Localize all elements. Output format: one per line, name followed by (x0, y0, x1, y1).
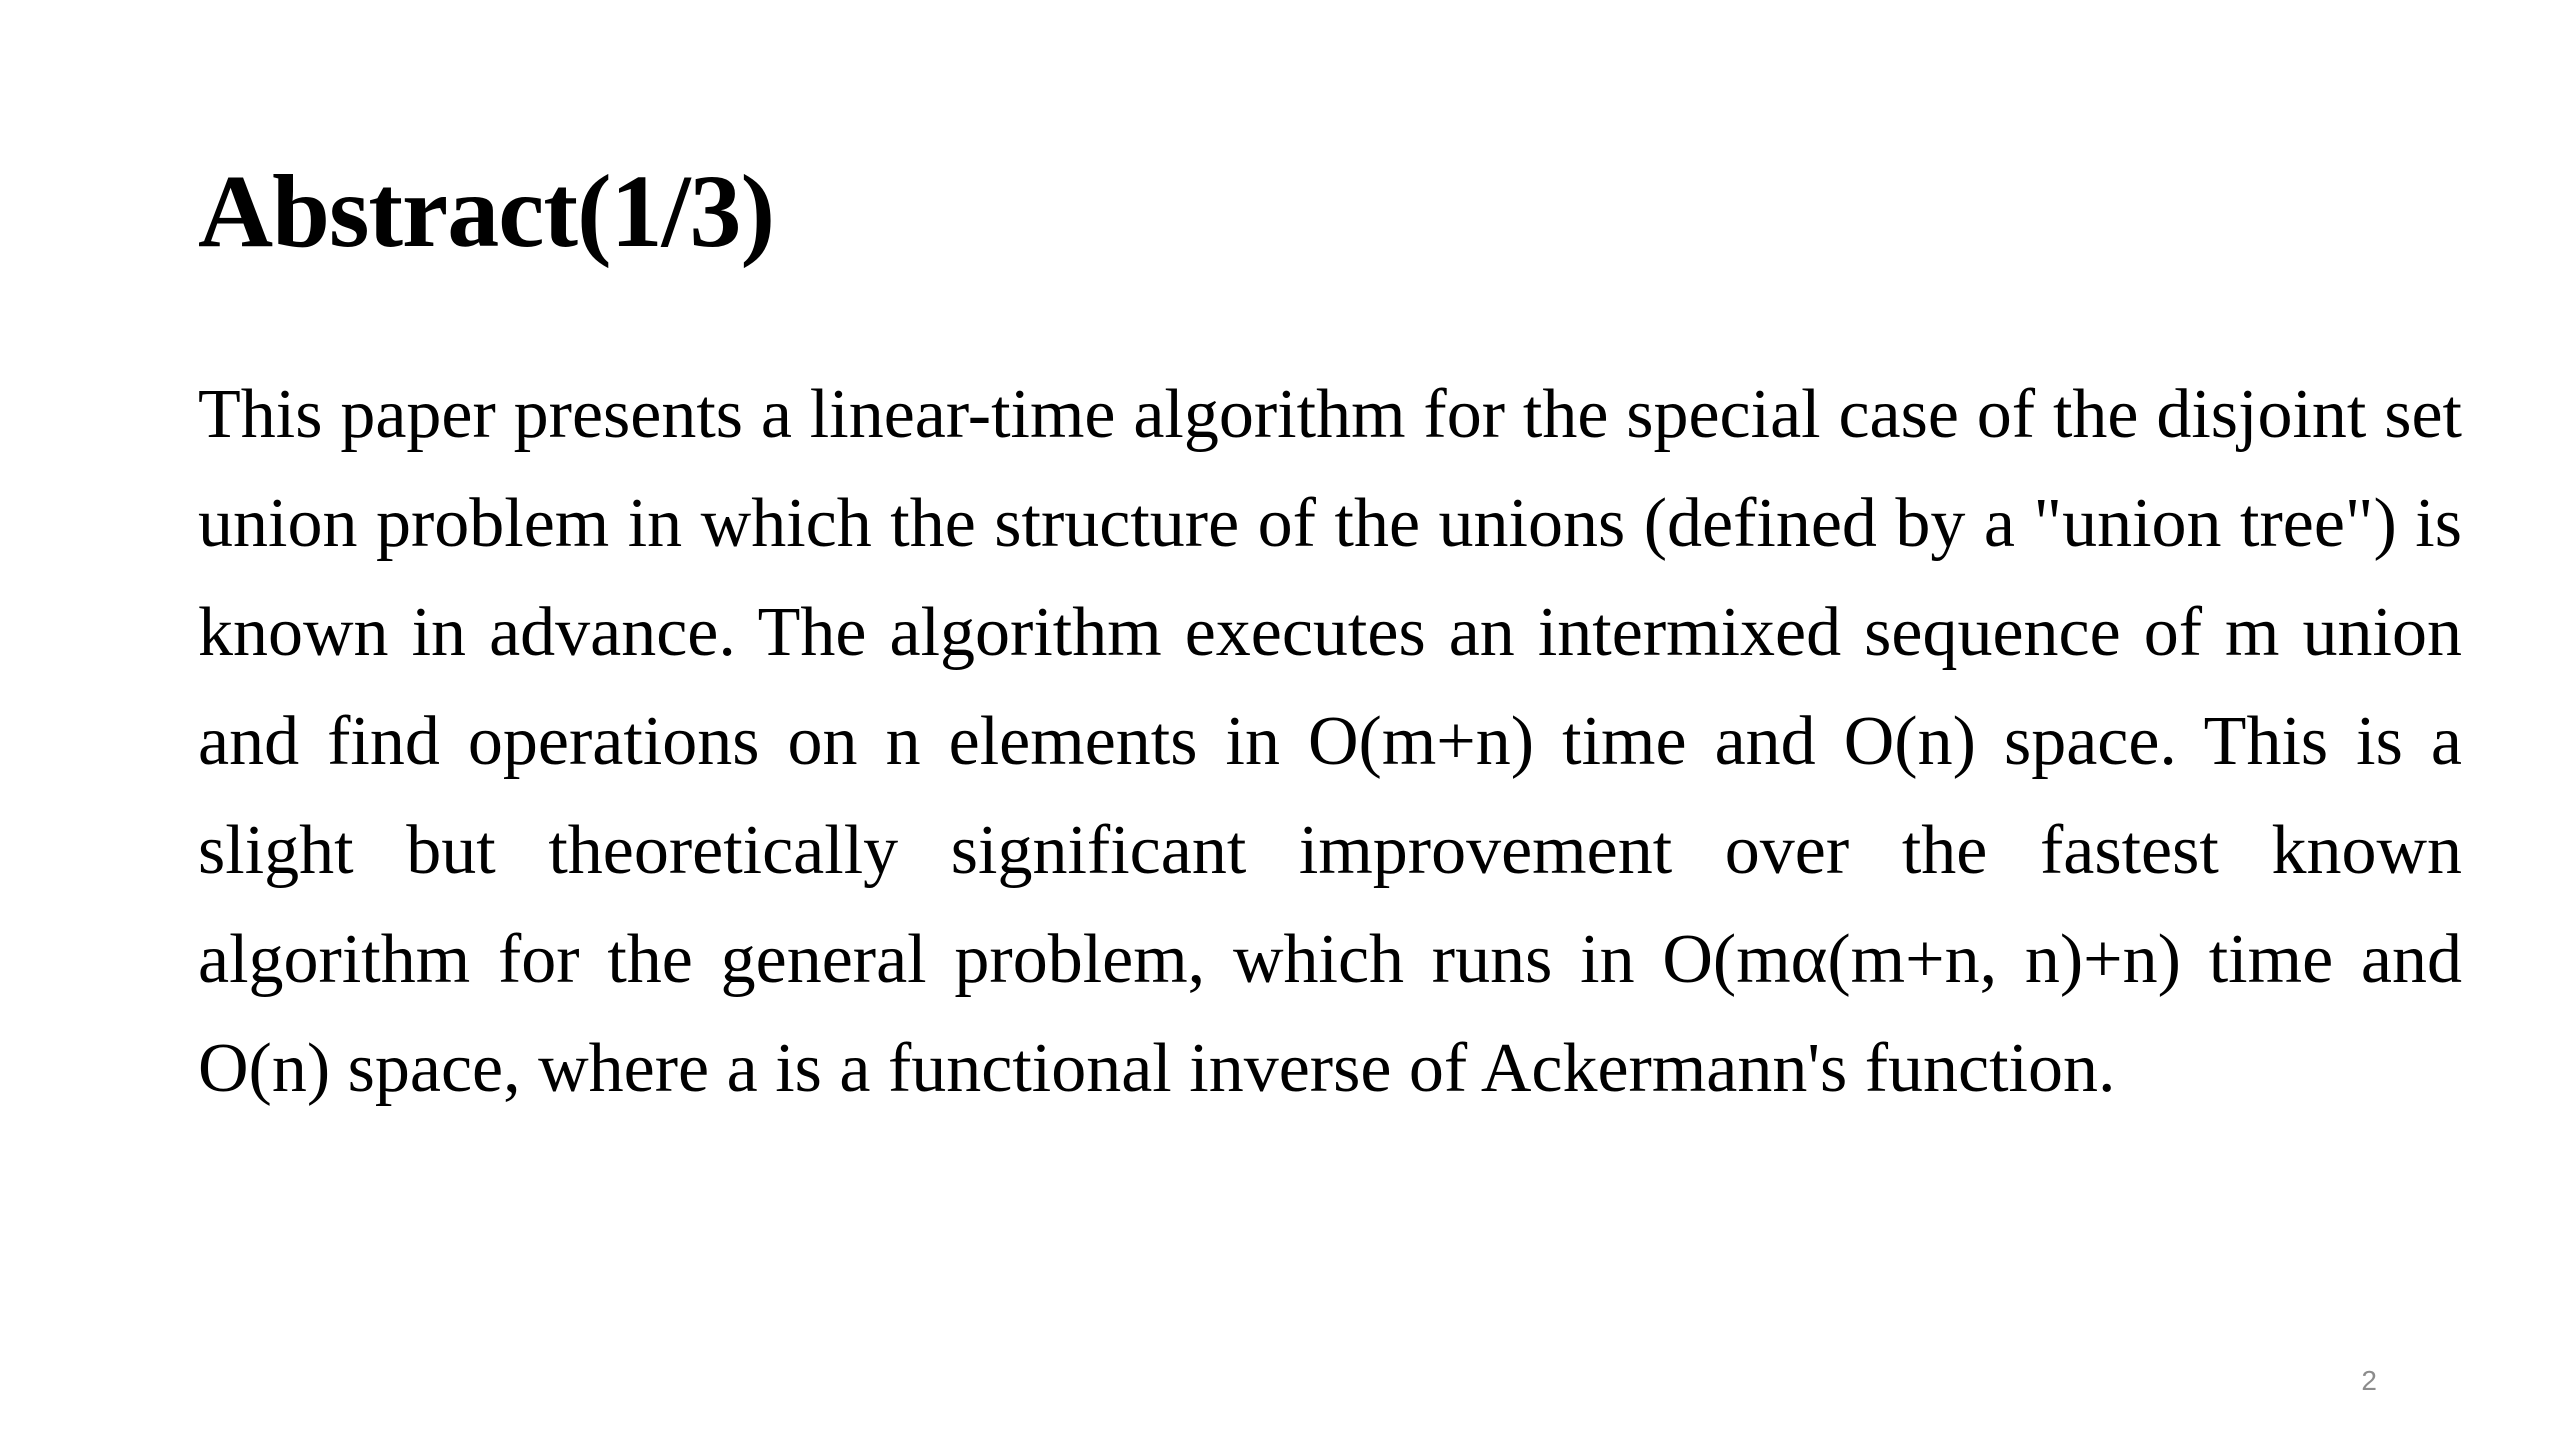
slide-title: Abstract(1/3) (198, 154, 775, 269)
abstract-paragraph: This paper presents a linear-time algorithm for the special case of the disjoint set union problem in which the structure of the unions (defined by a "union tree") is known in advance. The algorithm executes an intermixed sequence of m union and find operations on n elements in O(m+n) time and O(n) space. This is a slight but theoretically significant improvement over the fastest known algorithm for the general problem, which runs in O(mα(m+n, n)+n) time and O(n) space, where a is a functional inverse of Ackermann's function. (198, 376, 2462, 1107)
page-number: 2 (2361, 1365, 2377, 1396)
